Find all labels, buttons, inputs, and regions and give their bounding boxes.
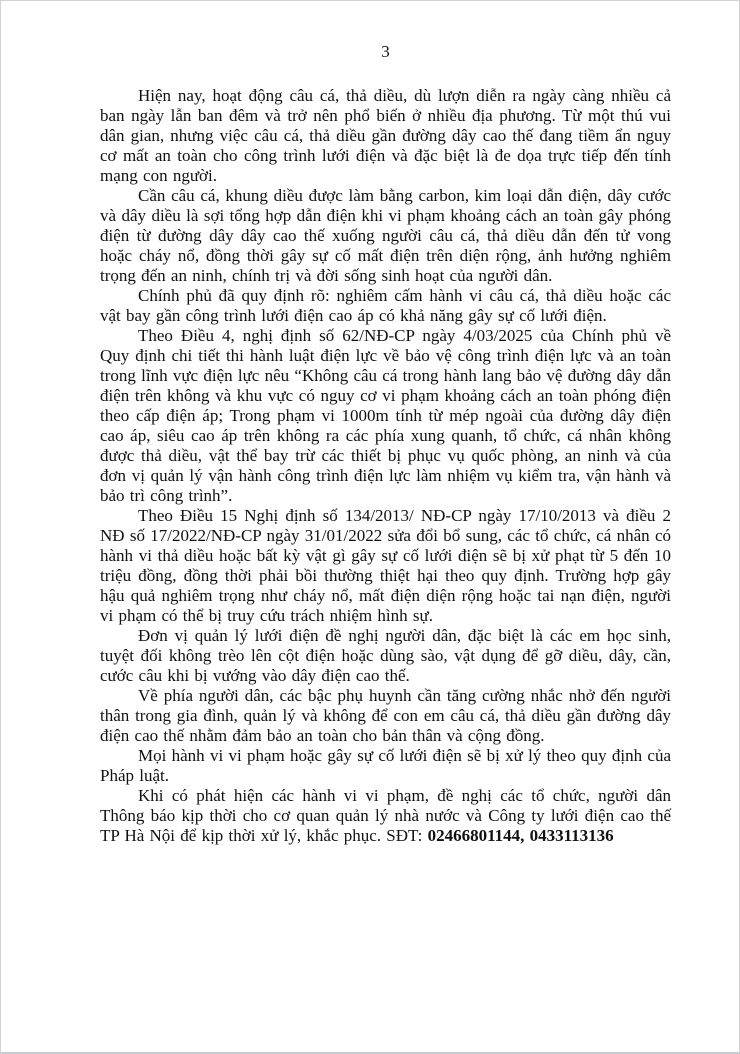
paragraph-parents-advice: Về phía người dân, các bậc phụ huynh cần tăng cường nhắc nhở đến người thân trong gia đình, quản lý và không để con em câu cá, thả diều gần đường dây điện cao thế nhằm đảm bảo an toàn cho bản thân và cộng đồng. xyxy=(100,686,671,745)
paragraph-government-prohibition: Chính phủ đã quy định rõ: nghiêm cấm hành vi câu cá, thả diều hoặc các vật bay gần công trình lưới điện cao áp có khả năng gây sự cố lưới điện. xyxy=(100,286,671,325)
paragraph-legal-handling: Mọi hành vi vi phạm hoặc gây sự cố lưới điện sẽ bị xử lý theo quy định của Pháp luật. xyxy=(100,746,671,785)
paragraph-contact xyxy=(100,786,671,846)
paragraph-current-situation: Hiện nay, hoạt động câu cá, thả diều, dù lượn diễn ra ngày càng nhiều cả ban ngày lẫn ban đêm và trở nên phổ biến ở nhiều địa phương. Từ một thú vui dân gian, nhưng việc câu cá, thả diều gần đường dây cao thế đang tiềm ẩn nguy cơ mất an toàn cho công trình lưới điện và đặc biệt là đe dọa trực tiếp đến tính mạng con người. xyxy=(100,86,671,185)
paragraph-decree-62: Theo Điều 4, nghị định số 62/NĐ-CP ngày 4/03/2025 của Chính phủ về Quy định chi tiết thi hành luật điện lực về bảo vệ công trình điện lực và an toàn trong lĩnh vực điện lực nêu “Không câu cá trong hành lang bảo vệ đường dây dẫn điện trên không và khu vực có nguy cơ vi phạm khoảng cách an toàn phóng điện theo cấp điện áp; Trong phạm vi 1000m tính từ mép ngoài của đường dây điện cao áp, siêu cao áp trên không ra các phía xung quanh, tổ chức, cá nhân không được thả diều, vật thể bay trừ các thiết bị phục vụ quốc phòng, an ninh và của đơn vị quản lý vận hành công trình điện lực làm nhiệm vụ kiểm tra, vận hành và bảo trì công trình”. xyxy=(100,326,671,505)
document-body xyxy=(100,86,671,846)
paragraph-conductive-materials: Cần câu cá, khung diều được làm bằng carbon, kim loại dẫn điện, dây cước và dây diều là sợi tổng hợp dẫn điện khi vi phạm khoảng cách an toàn gây phóng điện từ đường dây dây cao thế xuống người câu cá, thả diều dẫn đến tử vong hoặc cháy nổ, đồng thời gây sự cố mất điện trên diện rộng, ảnh hưởng nghiêm trọng đến an ninh, chính trị và đời sống sinh hoạt của người dân. xyxy=(100,186,671,285)
page-number: 3 xyxy=(381,42,390,61)
page-margins xyxy=(1,42,739,846)
paragraph-grid-operator-advice: Đơn vị quản lý lưới điện đề nghị người dân, đặc biệt là các em học sinh, tuyệt đối không trèo lên cột điện hoặc dùng sào, vật dụng để gỡ diều, dây, cần, cước câu khi bị vướng vào dây điện cao thế. xyxy=(100,626,671,685)
paragraph-decree-134-fines: Theo Điều 15 Nghị định số 134/2013/ NĐ-CP ngày 17/10/2013 và điều 2 NĐ số 17/2022/NĐ-CP ngày 31/01/2022 sửa đổi bổ sung, các tổ chức, cá nhân có hành vi thả diều hoặc bất kỳ vật gì gây sự cố lưới điện sẽ bị xử phạt từ 5 đến 10 triệu đồng, đồng thời phải bồi thường thiệt hại theo quy định. Trường hợp gây hậu quả nghiêm trọng như cháy nổ, mất điện diện rộng hoặc tai nạn điện, người vi phạm có thể bị truy cứu trách nhiệm hình sự. xyxy=(100,506,671,625)
paragraph-contact-text: Khi có phát hiện các hành vi vi phạm, đề nghị các tổ chức, người dân Thông báo kịp thời cho cơ quan quản lý nhà nước và Công ty lưới điện cao thế TP Hà Nội để kịp thời xử lý, khắc phục. SĐT: xyxy=(100,786,671,845)
hotline-phone-numbers: 02466801144, 0433113136 xyxy=(427,826,614,845)
